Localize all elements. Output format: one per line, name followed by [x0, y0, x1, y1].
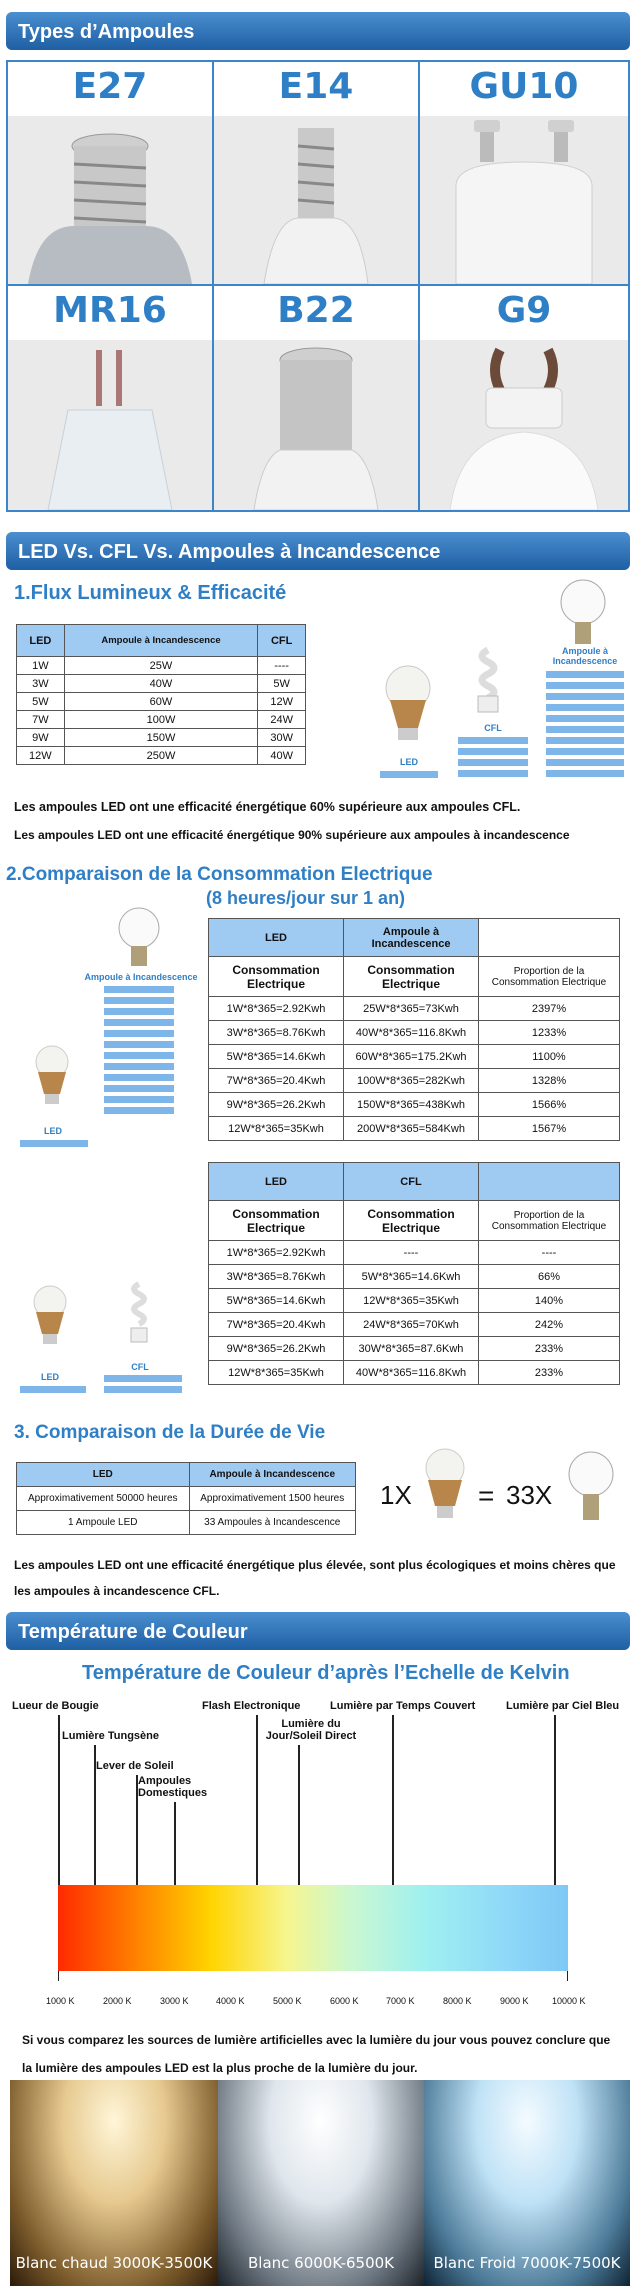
table-cell: 9W — [17, 729, 65, 747]
kelvin-marker-line — [174, 1802, 176, 1885]
table-header: LED — [17, 1463, 190, 1487]
flux-note-2: Les ampoules LED ont une efficacité énergétique 90% supérieure aux ampoules à incandescence — [14, 828, 570, 842]
table-row — [209, 1361, 620, 1385]
table-cell: 12W*8*365=35Kwh — [209, 1361, 344, 1385]
kelvin-tick: 10000 K — [552, 1996, 586, 2006]
led-label: LED — [41, 1372, 59, 1382]
table-cell: 7W*8*365=20.4Kwh — [209, 1313, 344, 1337]
table-cell: 5W*8*365=14.6Kwh — [209, 1045, 344, 1069]
table-row — [209, 1093, 620, 1117]
table-cell: 200W*8*365=584Kwh — [344, 1117, 479, 1141]
kelvin-note: Si vous comparez les sources de lumière artificielles avec la lumière du jour vous pouvez conclure que la lumière des ampoules LED est la plus proche de la lumière du jour. — [22, 2033, 611, 2075]
table-row — [209, 1241, 620, 1265]
kelvin-marker-line — [58, 1715, 60, 1885]
table-cell: 12W — [17, 747, 65, 765]
kelvin-label: Lever de Soleil — [96, 1760, 174, 1772]
section-title: LED Vs. CFL Vs. Ampoules à Incandescence — [18, 541, 441, 563]
table-cell: 5W — [258, 675, 306, 693]
led-bulb-icon — [420, 1446, 470, 1530]
kelvin-marker-line — [392, 1715, 394, 1885]
cfl-label: CFL — [131, 1362, 149, 1372]
cfl-bulb-icon — [124, 1280, 154, 1346]
section-title: Température de Couleur — [18, 1621, 248, 1643]
e27-socket-image — [8, 116, 212, 284]
socket-grid — [6, 60, 630, 512]
led-bars — [20, 1140, 88, 1151]
socket-cell-e27 — [8, 62, 214, 286]
kelvin-label: Flash Electronique — [202, 1700, 301, 1712]
kelvin-tick: 5000 K — [273, 1996, 302, 2006]
table-cell: 1100% — [479, 1045, 620, 1069]
table-cell: 3W — [17, 675, 65, 693]
socket-label: MR16 — [53, 290, 167, 331]
table-row — [209, 1117, 620, 1141]
e14-socket-image — [214, 116, 418, 284]
table-cell: 1W*8*365=2.92Kwh — [209, 1241, 344, 1265]
socket-cell-gu10 — [420, 62, 628, 286]
cfl-bulb-icon — [478, 650, 498, 712]
cfl-bars — [104, 1375, 182, 1397]
table-header — [479, 919, 620, 957]
table-cell: 233% — [479, 1337, 620, 1361]
table-row — [17, 1511, 356, 1535]
kelvin-tick: 1000 K — [46, 1996, 75, 2006]
table-cell: 1 Ampoule LED — [17, 1511, 190, 1535]
table-header: Consommation Electrique — [344, 1201, 479, 1241]
flux-heading: 1.Flux Lumineux & Efficacité — [14, 582, 287, 604]
table-header: Consommation Electrique — [344, 957, 479, 997]
table-row — [209, 1045, 620, 1069]
kelvin-marker-line — [256, 1715, 258, 1885]
table-cell: 40W — [64, 675, 258, 693]
kelvin-tick: 4000 K — [216, 1996, 245, 2006]
kelvin-label: Ampoules Domestiques — [138, 1775, 208, 1799]
table-cell: 5W*8*365=14.6Kwh — [344, 1265, 479, 1289]
cfl-bars — [458, 737, 528, 781]
section-title: Types d’Ampoules — [18, 21, 195, 43]
conso-heading: 2.Comparaison de la Consommation Electrique — [6, 864, 433, 885]
kelvin-marker-line — [298, 1745, 300, 1885]
table-row — [209, 1337, 620, 1361]
table-cell: Approximativement 1500 heures — [189, 1487, 355, 1511]
table-row — [209, 1289, 620, 1313]
led-bulb-icon — [30, 1044, 74, 1110]
incandescent-multiplier: 33X — [506, 1480, 553, 1510]
table-cell: 233% — [479, 1361, 620, 1385]
table-cell: ---- — [258, 657, 306, 675]
flux-note-1: Les ampoules LED ont une efficacité énergétique 60% supérieure aux ampoules CFL. — [14, 800, 521, 814]
table-header: LED — [209, 919, 344, 957]
table-header: CFL — [344, 1163, 479, 1201]
table-row — [209, 997, 620, 1021]
led-label: LED — [400, 757, 418, 767]
table-row — [17, 693, 306, 711]
table-cell: 25W*8*365=73Kwh — [344, 997, 479, 1021]
table-cell: 24W — [258, 711, 306, 729]
table-cell: 1233% — [479, 1021, 620, 1045]
table-cell: 1566% — [479, 1093, 620, 1117]
led-bars — [20, 1386, 86, 1397]
led-bulb-icon — [28, 1284, 72, 1350]
kelvin-tick: 9000 K — [500, 1996, 529, 2006]
kelvin-label: Lumière du Jour/Soleil Direct — [265, 1718, 357, 1742]
incandescent-label: Ampoule à Incandescence — [552, 646, 618, 666]
table-cell: 150W*8*365=438Kwh — [344, 1093, 479, 1117]
incandescent-label: Ampoule à Incandescence — [84, 972, 198, 982]
g9-socket-image — [420, 340, 628, 510]
table-cell: 100W — [64, 711, 258, 729]
kelvin-spectrum-bar — [58, 1885, 568, 1971]
socket-cell-g9 — [420, 286, 628, 510]
cfl-label: CFL — [484, 723, 502, 733]
led-bulb-icon — [386, 666, 430, 740]
table-cell: 7W*8*365=20.4Kwh — [209, 1069, 344, 1093]
table-cell: 250W — [64, 747, 258, 765]
table-cell: 12W*8*365=35Kwh — [209, 1117, 344, 1141]
duree-note: Les ampoules LED ont une efficacité énergétique plus élevée, sont plus écologiques et moins chères que les ampoules à incandescence CFL. — [14, 1558, 616, 1598]
table-cell: 1W — [17, 657, 65, 675]
table-cell: 60W*8*365=175.2Kwh — [344, 1045, 479, 1069]
table-cell: 30W*8*365=87.6Kwh — [344, 1337, 479, 1361]
photo-label: Blanc Froid 7000K-7500K — [433, 2254, 621, 2272]
kelvin-tick: 8000 K — [443, 1996, 472, 2006]
table-row — [17, 657, 306, 675]
duree-table — [16, 1462, 356, 1535]
table-row — [209, 1069, 620, 1093]
socket-label: GU10 — [469, 66, 579, 107]
table-cell: 1567% — [479, 1117, 620, 1141]
section-banner-types — [6, 12, 630, 50]
table-cell: 12W — [258, 693, 306, 711]
table-header: Consommation Electrique — [209, 957, 344, 997]
table-cell: 100W*8*365=282Kwh — [344, 1069, 479, 1093]
table-row — [17, 747, 306, 765]
table-cell: 3W*8*365=8.76Kwh — [209, 1021, 344, 1045]
kelvin-tick: 3000 K — [160, 1996, 189, 2006]
kelvin-axis — [58, 1971, 568, 1981]
table-cell: 66% — [479, 1265, 620, 1289]
table-cell: 24W*8*365=70Kwh — [344, 1313, 479, 1337]
flux-table — [16, 624, 306, 765]
table-row — [209, 1021, 620, 1045]
table-header: CFL — [258, 625, 306, 657]
table-cell: ---- — [344, 1241, 479, 1265]
table-row — [17, 711, 306, 729]
b22-socket-image — [214, 340, 418, 510]
table-cell: 25W — [64, 657, 258, 675]
led-bars — [380, 771, 438, 782]
table-cell: 40W*8*365=116.8Kwh — [344, 1021, 479, 1045]
table-cell: ---- — [479, 1241, 620, 1265]
incandescent-bulb-icon — [561, 580, 605, 644]
table-row — [209, 1265, 620, 1289]
kelvin-tick: 7000 K — [386, 1996, 415, 2006]
led-multiplier: 1X — [380, 1480, 412, 1510]
cool-white-photo — [424, 2080, 630, 2286]
socket-label: B22 — [277, 290, 355, 331]
table-header: Proportion de la Consommation Electrique — [479, 957, 620, 997]
table-cell: 2397% — [479, 997, 620, 1021]
kelvin-tick: 2000 K — [103, 1996, 132, 2006]
equals-sign: = — [478, 1480, 495, 1511]
conso-subheading: (8 heures/jour sur 1 an) — [206, 888, 406, 908]
conso-table-incandescent — [208, 918, 620, 1141]
table-row — [17, 675, 306, 693]
table-cell: 33 Ampoules à Incandescence — [189, 1511, 355, 1535]
table-cell: 5W*8*365=14.6Kwh — [209, 1289, 344, 1313]
incandescent-bars — [546, 671, 624, 781]
gu10-socket-image — [420, 116, 628, 284]
table-cell: 140% — [479, 1289, 620, 1313]
table-cell: 40W — [258, 747, 306, 765]
table-cell: 7W — [17, 711, 65, 729]
warm-white-photo — [10, 2080, 218, 2286]
photo-label: Blanc chaud 3000K-3500K — [15, 2254, 213, 2272]
table-cell: 1328% — [479, 1069, 620, 1093]
photo-label: Blanc 6000K-6500K — [247, 2254, 395, 2272]
kelvin-label: Lumière Tungsène — [62, 1730, 159, 1742]
table-cell: 3W*8*365=8.76Kwh — [209, 1265, 344, 1289]
table-cell: 150W — [64, 729, 258, 747]
socket-label: G9 — [496, 290, 552, 331]
table-header: Proportion de la Consommation Electrique — [479, 1201, 620, 1241]
table-cell: 1W*8*365=2.92Kwh — [209, 997, 344, 1021]
table-cell: 242% — [479, 1313, 620, 1337]
kelvin-tick: 6000 K — [330, 1996, 359, 2006]
table-cell: 40W*8*365=116.8Kwh — [344, 1361, 479, 1385]
mr16-socket-image — [8, 340, 212, 510]
section-banner-temperature — [6, 1612, 630, 1650]
table-row — [209, 1313, 620, 1337]
socket-cell-mr16 — [8, 286, 214, 510]
table-row — [17, 729, 306, 747]
table-header: LED — [17, 625, 65, 657]
incandescent-bulb-icon — [114, 900, 164, 970]
table-header: LED — [209, 1163, 344, 1201]
kelvin-marker-line — [554, 1715, 556, 1885]
table-cell: 12W*8*365=35Kwh — [344, 1289, 479, 1313]
white-photo — [218, 2080, 424, 2286]
table-cell: 9W*8*365=26.2Kwh — [209, 1337, 344, 1361]
kelvin-marker-line — [136, 1775, 138, 1885]
section-banner-comparison — [6, 532, 630, 570]
table-row — [17, 1487, 356, 1511]
socket-cell-e14 — [214, 62, 420, 286]
kelvin-label: Lumière par Temps Couvert — [330, 1700, 476, 1712]
table-cell: 5W — [17, 693, 65, 711]
table-cell: Approximativement 50000 heures — [17, 1487, 190, 1511]
conso-table-cfl — [208, 1162, 620, 1385]
table-header — [479, 1163, 620, 1201]
table-header: Ampoule à Incandescence — [64, 625, 258, 657]
table-header: Consommation Electrique — [209, 1201, 344, 1241]
kelvin-label: Lueur de Bougie — [12, 1700, 99, 1712]
kelvin-label: Lumière par Ciel Bleu — [506, 1700, 620, 1712]
incandescent-bulb-icon — [566, 1448, 616, 1532]
incandescent-bars — [104, 986, 174, 1118]
led-label: LED — [44, 1126, 62, 1136]
kelvin-heading: Température de Couleur d’après l’Echelle de Kelvin — [82, 1662, 570, 1684]
table-header: Ampoule à Incandescence — [344, 919, 479, 957]
table-cell: 30W — [258, 729, 306, 747]
table-cell: 60W — [64, 693, 258, 711]
socket-label: E14 — [278, 66, 354, 107]
table-header: Ampoule à Incandescence — [189, 1463, 355, 1487]
socket-cell-b22 — [214, 286, 420, 510]
duree-heading: 3. Comparaison de la Durée de Vie — [14, 1422, 326, 1443]
socket-label: E27 — [72, 66, 148, 107]
table-cell: 9W*8*365=26.2Kwh — [209, 1093, 344, 1117]
kelvin-marker-line — [94, 1745, 96, 1885]
